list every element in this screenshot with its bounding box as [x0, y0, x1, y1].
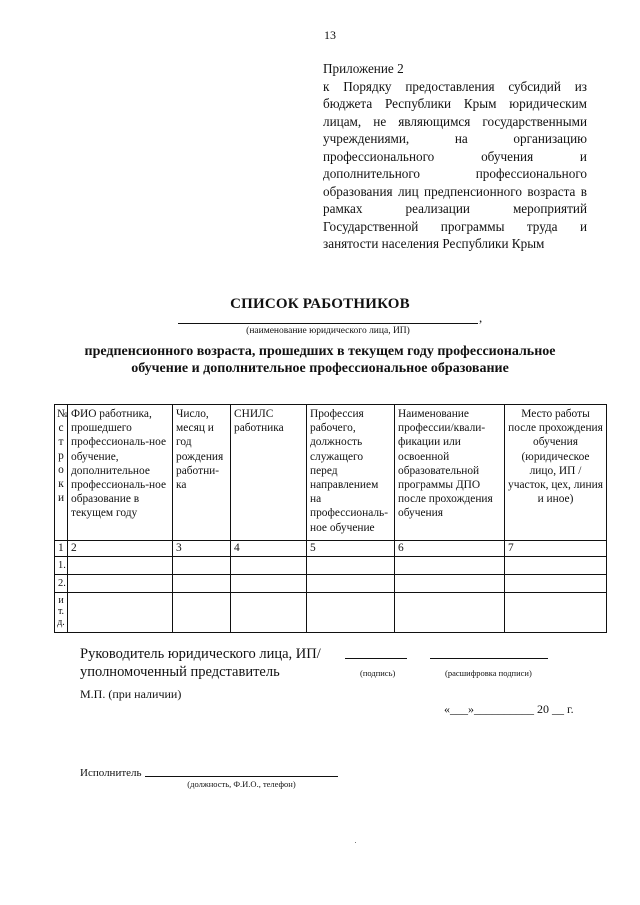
table-cell [505, 593, 607, 633]
signature-position-line1: Руководитель юридического лица, ИП/ [80, 646, 321, 662]
signature-position [80, 645, 321, 681]
document-title: СПИСОК РАБОТНИКОВ [230, 296, 410, 312]
table-cell [231, 575, 307, 593]
appendix-block [323, 60, 587, 253]
stamp-label: М.П. (при наличии) [80, 687, 182, 701]
index-cell: 6 [395, 541, 505, 557]
date-field: «___»__________ 20 __ г. [444, 702, 574, 716]
header-cell-qualification: Наименование профессии/квали-фикации или освоенной образовательной программы ДПО после прохождения обучения [395, 405, 505, 541]
table-cell [505, 557, 607, 575]
executor-label: Исполнитель [80, 767, 142, 779]
index-cell: 4 [231, 541, 307, 557]
table-cell [505, 575, 607, 593]
row-number-cell: 2. [55, 575, 68, 593]
org-name-caption: (наименование юридического лица, ИП) [246, 326, 410, 336]
table-cell [173, 575, 231, 593]
table-header-row [55, 405, 607, 541]
table-cell [68, 557, 173, 575]
index-cell: 2 [68, 541, 173, 557]
table-cell [395, 557, 505, 575]
header-cell-profession: Профессия рабочего, должность служащего перед направлением на профессиональ-ное обучение [307, 405, 395, 541]
table-cell [307, 593, 395, 633]
document-subtitle: предпенсионного возраста, прошедших в текущем году профессиональное обучение и дополнительное профессиональное образование [84, 344, 556, 376]
index-cell: 5 [307, 541, 395, 557]
table-row [55, 557, 607, 575]
executor-caption: (должность, Ф.И.О., телефон) [187, 779, 296, 789]
table-cell [395, 593, 505, 633]
org-name-line [178, 313, 478, 324]
signature-decode-line [430, 658, 548, 659]
header-cell-snils: СНИЛС работника [231, 405, 307, 541]
header-number-text: № строки [57, 408, 68, 504]
scan-dot [355, 842, 356, 843]
table-cell [231, 593, 307, 633]
row-number-cell: 1. [55, 557, 68, 575]
row-etc-cell [55, 593, 68, 633]
table-index-row [55, 541, 607, 557]
table-cell [173, 557, 231, 575]
table-cell [231, 557, 307, 575]
row-etc-label: и т. д. [57, 595, 65, 628]
index-cell: 3 [173, 541, 231, 557]
header-cell-workplace: Место работы после прохождения обучения (юридическое лицо, ИП / участок, цех, линия и иное) [505, 405, 607, 541]
signature-line [345, 658, 407, 659]
index-cell: 7 [505, 541, 607, 557]
index-cell: 1 [55, 541, 68, 557]
header-cell-fio: ФИО работника, прошедшего профессиональ-ное обучение, дополнительное профессиональ-ное образование в текущем году [68, 405, 173, 541]
table-row [55, 575, 607, 593]
executor-line [145, 776, 338, 777]
table-row-etc [55, 593, 607, 633]
org-name-comma: , [479, 310, 483, 325]
signature-decode-caption: (расшифровка подписи) [445, 668, 532, 678]
table-cell [307, 557, 395, 575]
header-cell-number [55, 405, 68, 541]
appendix-title: Приложение 2 [323, 61, 404, 76]
signature-position-line2: уполномоченный представитель [80, 664, 280, 680]
table-cell [395, 575, 505, 593]
table-cell [68, 575, 173, 593]
table-cell [173, 593, 231, 633]
signature-caption: (подпись) [360, 668, 396, 678]
table-cell [307, 575, 395, 593]
header-cell-birthdate: Число, месяц и год рождения работни-ка [173, 405, 231, 541]
appendix-body: к Порядку предоставления субсидий из бюджета Республики Крым юридическим лицам, не являющимся государственными учреждениями, на организацию профессионального обучения и дополнительного профессионального образования лиц предпенсионного возраста в рамках реализации мероприятий Государственной программы труда и занятости населения Республики Крым [323, 78, 587, 251]
workers-table [54, 404, 607, 633]
page-number: 13 [324, 28, 336, 42]
table-cell [68, 593, 173, 633]
